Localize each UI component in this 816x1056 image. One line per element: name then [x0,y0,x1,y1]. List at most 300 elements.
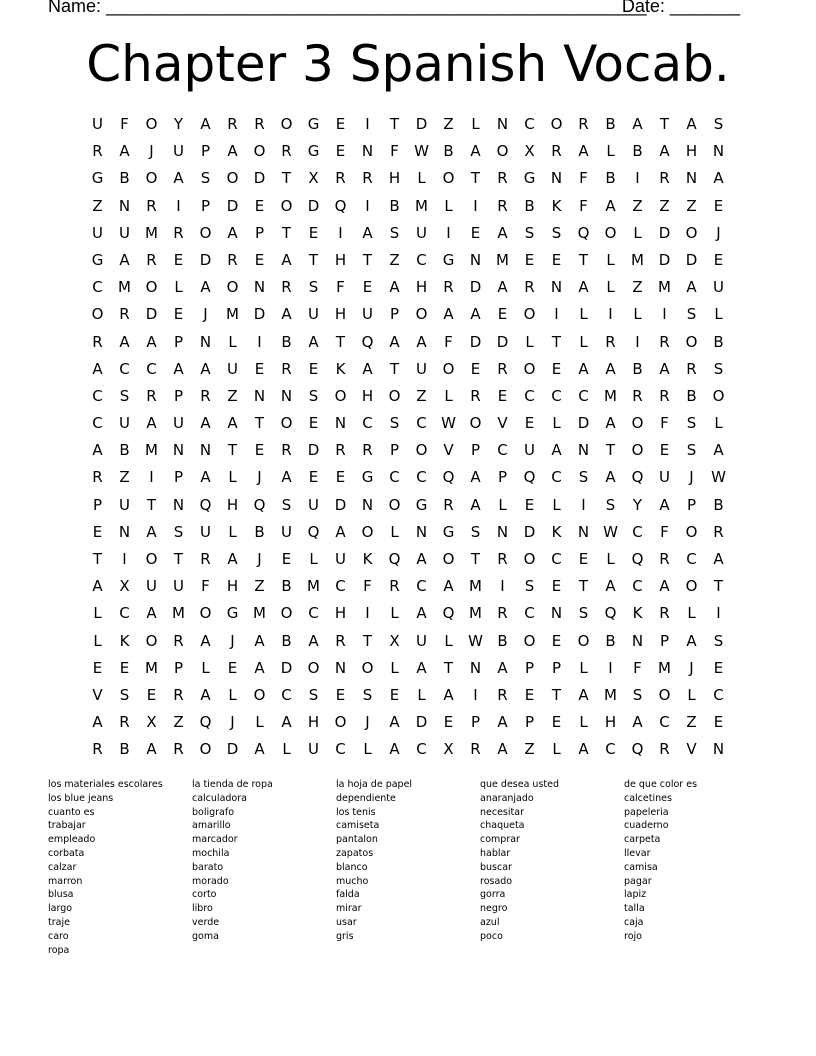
grid-cell: R [335,441,346,460]
grid-cell: P [173,468,184,487]
grid-cell: E [335,685,346,704]
grid-cell: M [496,250,509,269]
grid-cell: A [389,278,400,297]
grid-row [84,277,732,304]
grid-cell: O [280,414,293,433]
grid-cell: P [173,386,184,405]
grid-cell: S [470,522,481,541]
grid-cell: N [469,658,482,677]
grid-cell: A [443,305,454,324]
grid-cell: L [471,115,480,133]
grid-cell: O [361,522,374,541]
grid-cell: T [173,550,184,568]
grid-cell: U [281,522,292,541]
grid-cell: G [91,250,104,269]
grid-cell: Z [632,278,643,297]
grid-cell: P [389,441,400,460]
grid-cell: A [632,713,643,732]
grid-cell: A [497,713,508,732]
grid-cell: F [444,332,453,351]
grid-cell: R [335,631,346,650]
grid-cell: N [199,332,212,351]
grid-row [84,304,732,331]
grid-cell: D [685,250,698,269]
grid-cell: V [686,740,697,759]
grid-cell: E [551,250,562,269]
grid-cell: Q [631,550,644,568]
grid-cell: A [92,359,103,378]
word-item: buscar [480,861,512,873]
grid-cell: R [443,278,454,297]
grid-cell: E [308,468,319,487]
grid-row [84,522,732,549]
grid-cell: N [712,142,725,161]
word-item: camiseta [336,820,380,832]
grid-cell: T [605,441,616,460]
grid-cell: P [470,441,481,460]
grid-cell: N [199,441,212,460]
grid-cell: U [524,441,535,460]
grid-cell: S [686,414,697,433]
grid-cell: H [361,386,374,405]
grid-cell: H [334,604,347,623]
grid-cell: U [308,305,319,324]
grid-cell: S [524,577,535,596]
grid-cell: I [662,305,667,324]
grid-cell: B [281,332,292,351]
grid-cell: A [659,495,670,514]
grid-cell: R [92,468,103,487]
grid-cell: R [92,142,103,161]
grid-cell: A [173,169,184,188]
grid-cell: C [119,359,130,378]
grid-cell: E [389,685,400,704]
grid-cell: B [632,359,643,378]
date-field[interactable]: Date: _______ [621,0,740,16]
grid-cell: L [552,740,561,759]
grid-cell: A [200,468,211,487]
grid-cell: B [254,522,265,541]
grid-cell: B [497,631,508,650]
grid-cell: O [712,386,725,405]
grid-cell: K [551,522,562,541]
grid-cell: A [173,359,184,378]
grid-cell: E [551,713,562,732]
grid-row [84,495,732,522]
grid-cell: U [146,577,157,596]
grid-cell: E [119,658,130,677]
word-item: la hoja de papel [336,779,413,790]
grid-cell: R [605,332,616,351]
word-item: largo [48,903,73,915]
grid-cell: A [308,631,319,650]
grid-cell: U [713,278,724,297]
grid-cell: N [631,631,644,650]
grid-cell: D [496,332,509,351]
word-item: morado [192,875,229,887]
grid-cell: O [145,550,158,568]
grid-cell: F [633,658,642,677]
word-item: calzar [48,861,77,873]
word-item: comprar [480,834,520,846]
grid-cell: B [686,386,697,405]
grid-cell: L [417,169,426,188]
grid-cell: Q [604,604,617,623]
grid-cell: O [145,169,158,188]
grid-cell: P [173,332,184,351]
grid-cell: M [226,305,239,324]
grid-cell: I [554,305,559,324]
grid-cell: A [119,250,130,269]
grid-cell: R [200,386,211,405]
grid-cell: B [605,631,616,650]
grid-row [84,223,732,250]
grid-cell: E [524,495,535,514]
grid-cell: E [524,685,535,704]
grid-cell: I [608,658,613,677]
grid-cell: A [497,658,508,677]
grid-cell: L [498,495,507,514]
grid-cell: A [146,414,157,433]
grid-cell: I [635,332,640,351]
grid-cell: W [603,522,618,541]
grid-row [84,196,732,223]
word-item: que desea usted [480,779,559,790]
grid-cell: A [92,577,103,596]
grid-cell: S [119,685,130,704]
grid-row [84,413,732,440]
grid-cell: E [713,196,724,215]
grid-cell: A [605,577,616,596]
grid-cell: A [281,305,292,324]
grid-cell: A [335,522,346,541]
grid-cell: E [173,305,184,324]
grid-cell: Q [442,468,455,487]
word-item: corbata [48,847,85,859]
grid-cell: D [469,332,482,351]
grid-cell: A [497,740,508,759]
grid-cell: Q [253,495,266,514]
grid-cell: Z [443,115,454,133]
grid-cell: N [577,441,590,460]
grid-cell: Z [227,386,238,405]
grid-cell: A [254,658,265,677]
grid-cell: R [497,169,508,188]
grid-cell: N [172,495,185,514]
grid-cell: D [469,278,482,297]
grid-cell: I [365,604,370,623]
word-item: marcador [192,834,238,846]
grid-cell: T [578,577,589,596]
grid-cell: E [551,577,562,596]
grid-cell: K [362,550,373,568]
grid-cell: L [579,713,588,732]
grid-cell: D [226,196,239,215]
grid-cell: U [119,223,130,242]
grid-cell: A [254,740,265,759]
grid-cell: X [119,577,130,596]
grid-cell: A [200,631,211,650]
grid-cell: J [257,550,262,568]
word-item: amarillo [192,820,231,832]
grid-cell: L [606,250,615,269]
grid-cell: E [551,359,562,378]
grid-cell: O [334,386,347,405]
grid-cell: A [92,713,103,732]
grid-cell: A [416,658,427,677]
word-item: mirar [336,903,362,915]
grid-cell: G [361,468,374,487]
grid-cell: P [524,713,535,732]
grid-cell: S [713,115,724,133]
grid-cell: X [146,713,157,732]
grid-cell: E [362,278,373,297]
word-item: anaranjado [480,792,534,804]
grid-cell: V [497,414,508,433]
grid-cell: U [173,142,184,161]
grid-cell: C [551,550,562,568]
grid-cell: Q [577,223,590,242]
grid-cell: R [281,278,292,297]
grid-cell: I [149,468,154,487]
grid-cell: X [443,740,454,759]
grid-cell: V [443,441,454,460]
grid-cell: M [118,278,131,297]
grid-row [84,386,732,413]
grid-cell: S [686,305,697,324]
grid-cell: L [309,550,318,568]
grid-cell: Z [416,386,427,405]
grid-cell: L [390,658,399,677]
grid-cell: O [280,604,293,623]
word-item: marron [48,875,83,887]
grid-cell: O [199,740,212,759]
grid-cell: E [308,223,319,242]
word-item: traje [48,916,70,928]
grid-row [84,359,732,386]
grid-cell: Z [254,577,265,596]
grid-cell: L [174,278,183,297]
grid-cell: N [550,604,563,623]
grid-cell: A [227,414,238,433]
grid-cell: R [200,550,211,568]
grid-cell: A [470,305,481,324]
grid-cell: U [200,522,211,541]
grid-cell: A [227,223,238,242]
grid-cell: T [281,223,292,242]
grid-cell: X [389,631,400,650]
grid-cell: S [362,685,373,704]
grid-cell: T [470,169,481,188]
word-item: de que color es [624,779,698,790]
grid-cell: O [631,414,644,433]
grid-cell: R [173,685,184,704]
word-item: trabajar [48,820,86,832]
grid-cell: Q [442,604,455,623]
grid-cell: R [146,386,157,405]
grid-cell: M [145,223,158,242]
grid-cell: I [365,196,370,215]
grid-cell: A [362,223,373,242]
grid-cell: R [497,359,508,378]
page-title: Chapter 3 Spanish Vocab. [86,35,730,93]
grid-row [84,114,732,141]
grid-cell: E [281,550,292,568]
grid-cell: F [336,278,345,297]
grid-cell: M [631,250,644,269]
word-column [624,778,768,957]
grid-cell: U [416,631,427,650]
word-item: empleado [48,834,96,846]
grid-cell: U [362,305,373,324]
grid-cell: M [145,441,158,460]
grid-cell: P [200,142,211,161]
word-item: goma [192,930,219,942]
word-item: blanco [336,861,368,873]
grid-cell: N [496,522,509,541]
grid-cell: O [442,169,455,188]
grid-cell: M [469,604,482,623]
grid-cell: C [416,468,427,487]
grid-cell: I [635,169,640,188]
grid-cell: S [551,223,562,242]
grid-cell: O [523,359,536,378]
grid-cell: L [390,522,399,541]
grid-cell: R [497,196,508,215]
word-column [480,778,624,957]
grid-cell: R [659,332,670,351]
grid-cell: W [468,631,483,650]
grid-cell: A [389,332,400,351]
grid-cell: S [686,441,697,460]
grid-cell: N [712,740,725,759]
word-item: boligrafo [192,806,235,818]
grid-cell: C [416,740,427,759]
grid-cell: D [415,115,428,133]
word-item: los materiales escolares [48,779,163,790]
grid-cell: E [173,250,184,269]
grid-cell: O [415,305,428,324]
grid-cell: H [226,577,239,596]
grid-cell: T [659,115,670,133]
grid-cell: A [497,223,508,242]
word-item: caro [48,930,69,942]
word-item: chaqueta [480,820,525,832]
grid-cell: A [389,713,400,732]
grid-cell: N [415,522,428,541]
grid-cell: K [119,631,130,650]
grid-cell: I [257,332,262,351]
grid-cell: O [199,223,212,242]
grid-cell: Q [307,522,320,541]
grid-cell: R [659,550,670,568]
grid-cell: I [500,577,505,596]
grid-cell: L [93,604,102,623]
grid-cell: E [254,250,265,269]
grid-cell: D [658,250,671,269]
grid-cell: C [281,685,292,704]
grid-cell: P [92,495,103,514]
grid-cell: A [443,577,454,596]
grid-cell: L [417,685,426,704]
grid-cell: N [361,495,374,514]
word-column [336,778,480,957]
grid-cell: A [146,332,157,351]
grid-cell: K [632,604,643,623]
grid-cell: B [443,142,454,161]
grid-cell: R [146,250,157,269]
grid-cell: O [685,577,698,596]
grid-cell: D [280,658,293,677]
grid-cell: U [227,359,238,378]
grid-cell: N [469,250,482,269]
grid-cell: N [577,522,590,541]
grid-cell: C [551,468,562,487]
grid-cell: B [281,577,292,596]
grid-cell: T [92,550,103,568]
grid-cell: A [497,278,508,297]
grid-cell: B [281,631,292,650]
grid-cell: C [308,604,319,623]
grid-cell: E [227,658,238,677]
grid-cell: O [226,169,239,188]
grid-cell: E [497,386,508,405]
grid-cell: A [362,359,373,378]
grid-cell: J [230,631,235,650]
grid-cell: L [606,278,615,297]
grid-cell: N [361,142,374,161]
grid-cell: A [200,278,211,297]
grid-cell: A [551,441,562,460]
grid-cell: C [605,740,616,759]
grid-cell: P [173,658,184,677]
grid-cell: R [659,386,670,405]
grid-cell: O [253,142,266,161]
name-field[interactable]: Name: ______________________________________________________ [48,0,647,16]
grid-cell: F [579,169,588,188]
grid-cell: W [414,142,429,161]
grid-cell: Q [361,332,374,351]
grid-cell: O [388,495,401,514]
grid-cell: G [307,142,320,161]
grid-cell: L [606,550,615,568]
grid-cell: R [227,115,238,133]
word-item: camisa [624,861,658,873]
grid-cell: O [577,631,590,650]
grid-cell: Q [631,468,644,487]
grid-cell: A [281,250,292,269]
grid-cell: C [92,386,103,405]
grid-cell: P [470,713,481,732]
grid-cell: L [606,142,615,161]
grid-cell: I [581,495,586,514]
grid-row [84,658,732,685]
grid-cell: I [176,196,181,215]
word-item: necesitar [480,806,524,818]
grid-cell: C [686,550,697,568]
grid-cell: R [524,278,535,297]
grid-cell: Z [173,713,184,732]
grid-cell: A [146,604,157,623]
grid-cell: C [551,386,562,405]
grid-cell: S [308,278,319,297]
grid-cell: O [388,386,401,405]
grid-cell: A [605,414,616,433]
grid-cell: N [550,278,563,297]
grid-cell: G [442,250,455,269]
word-item: rojo [624,930,642,942]
grid-cell: O [280,196,293,215]
